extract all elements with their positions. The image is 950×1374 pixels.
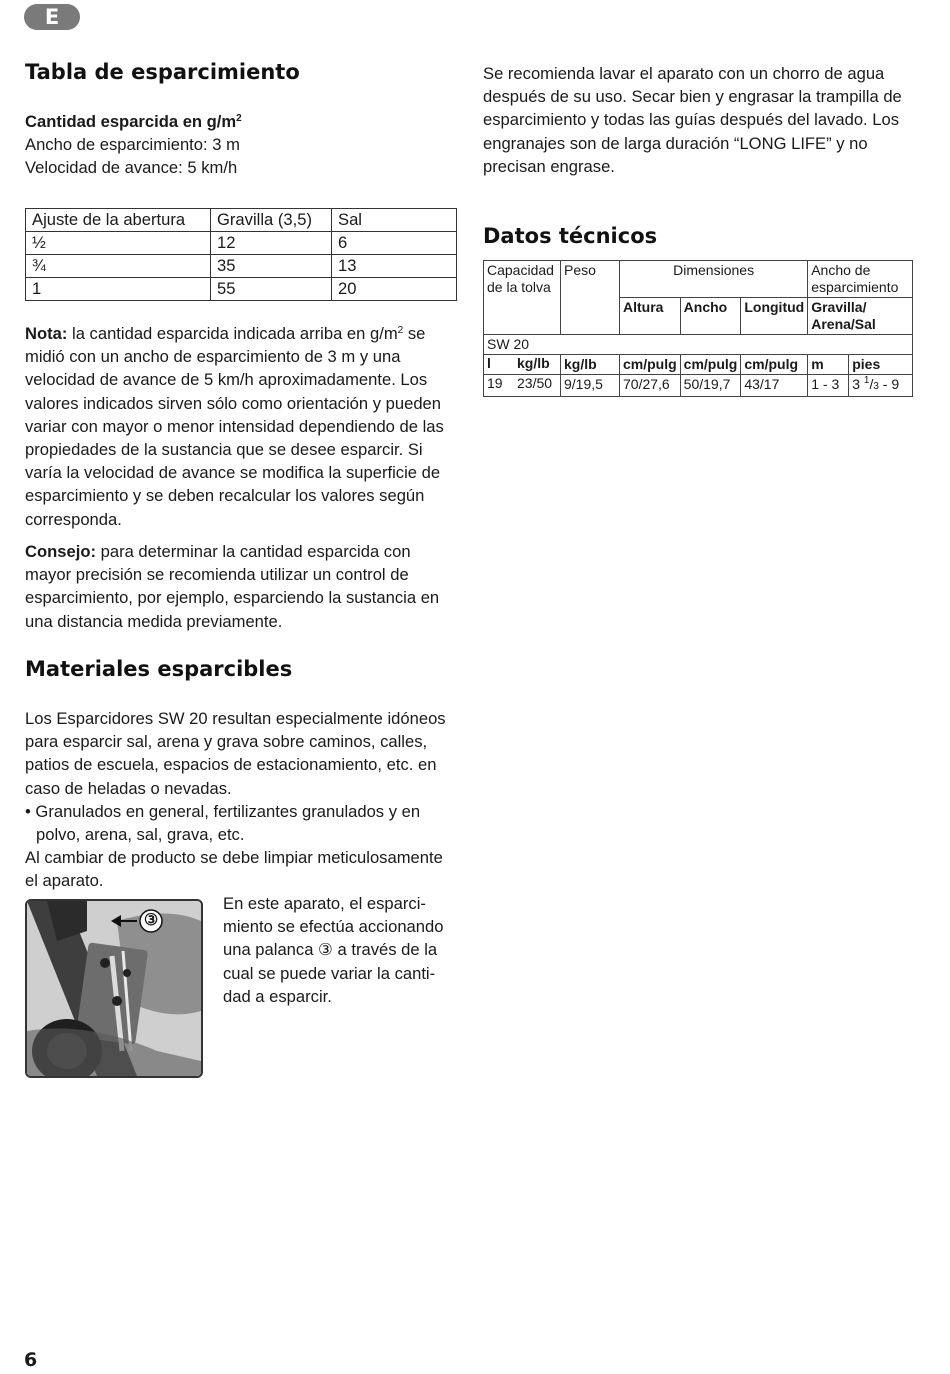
value-meters: 1 - 3 bbox=[808, 375, 849, 397]
units-m: m bbox=[808, 355, 849, 375]
header-opening: Ajuste de la abertura bbox=[26, 209, 211, 232]
cell-opening: 1 bbox=[26, 278, 211, 301]
spread-width-line: Ancho de esparcimiento: 3 m bbox=[25, 135, 240, 155]
header-width: Ancho bbox=[680, 298, 741, 335]
materials-cleaning: Al cambiar de producto se debe limpiar meticulosamente el aparato. bbox=[25, 848, 443, 891]
materials-intro: Los Esparcidores SW 20 resultan especialmente idóneos para esparcir sal, arena y grava sobre caminos, calles, patios de escuela, espacios de estacionamiento, etc. en caso de heladas o nevadas. bbox=[25, 709, 446, 798]
units-weight: kg/lb bbox=[561, 355, 620, 375]
tech-data-title: Datos técnicos bbox=[483, 224, 658, 248]
lever-illustration bbox=[27, 901, 201, 1076]
tech-model-row bbox=[484, 335, 913, 355]
callout-number: ③ bbox=[143, 912, 159, 929]
spread-table-header-row bbox=[26, 209, 457, 232]
tip-paragraph: Consejo: para determinar la cantidad esparcida con mayor precisión se recomienda utilizar un control de esparcimiento, por ejemplo, esparciendo la sustancia en una distancia medida previamente. bbox=[25, 542, 440, 631]
table-row bbox=[26, 232, 457, 255]
tech-header-row bbox=[484, 261, 913, 298]
note-label: Nota: bbox=[25, 324, 68, 343]
header-dimensions: Dimensiones bbox=[620, 261, 808, 298]
model-name: SW 20 bbox=[484, 335, 913, 355]
note-paragraph: Nota: la cantidad esparcida indicada arriba en $g/m^2$ se midió con un ancho de esparcimiento de 3 m y una velocidad de avance de 5 km/h aproximadamente. Los valores indicados sirven sólo como orientación y pueden variar con mayor o menor intensidad dependiendo de las propiedades de la sustancia que se desee esparcir. Si varía la velocidad de avance se modifica la superficie de esparcimiento y se deben recalcular los valores según corresponda. bbox=[25, 324, 444, 529]
cell-opening: ½ bbox=[26, 232, 211, 255]
materials-title: Materiales esparcibles bbox=[25, 657, 293, 681]
units-capacity: l kg/lb bbox=[484, 355, 561, 375]
materials-bullet: • Granulados en general, fertilizantes granulados y en polvo, arena, sal, grava, etc. bbox=[25, 801, 421, 845]
spread-conditions bbox=[25, 110, 465, 180]
spread-table-title: Tabla de esparcimiento bbox=[25, 60, 300, 84]
table-row bbox=[484, 375, 913, 397]
table-row bbox=[26, 278, 457, 301]
units-width: cm/pulg bbox=[680, 355, 741, 375]
speed-line: Velocidad de avance: 5 km/h bbox=[25, 158, 238, 178]
header-weight: Peso bbox=[561, 261, 620, 335]
value-width: 50/19,7 bbox=[680, 375, 741, 397]
header-height: Altura bbox=[620, 298, 681, 335]
cell-salt: 20 bbox=[332, 278, 457, 301]
units-height: cm/pulg bbox=[620, 355, 681, 375]
units-length: cm/pulg bbox=[741, 355, 808, 375]
figure-caption: En este aparato, el esparci-miento se efectúa accionando una palanca ③ a través de la cual se puede variar la canti-dad a esparcir. bbox=[223, 894, 444, 1006]
value-length: 43/17 bbox=[741, 375, 808, 397]
header-length: Longitud bbox=[741, 298, 808, 335]
materials-text bbox=[25, 707, 457, 893]
units-feet: pies bbox=[849, 355, 913, 375]
table-row bbox=[26, 255, 457, 278]
value-capacity: 19 23/50 bbox=[484, 375, 561, 397]
header-salt: Sal bbox=[332, 209, 457, 232]
cell-gravel: 35 bbox=[211, 255, 332, 278]
quantity-heading: Cantidad esparcida en $g/m^2$ bbox=[25, 112, 242, 131]
header-spread-width: Ancho de esparcimiento bbox=[808, 261, 913, 298]
lever-photo bbox=[25, 899, 203, 1078]
cell-gravel: 55 bbox=[211, 278, 332, 301]
language-badge: E bbox=[24, 4, 80, 30]
header-gravel: Gravilla (3,5) bbox=[211, 209, 332, 232]
tech-units-row bbox=[484, 355, 913, 375]
tip-label: Consejo: bbox=[25, 542, 96, 561]
page-number: 6 bbox=[24, 1349, 38, 1371]
cell-gravel: 12 bbox=[211, 232, 332, 255]
value-feet: 3 $^1$/3 - 9 bbox=[849, 375, 913, 397]
spread-table bbox=[25, 208, 457, 301]
cell-salt: 13 bbox=[332, 255, 457, 278]
cell-salt: 6 bbox=[332, 232, 457, 255]
tech-data-table bbox=[483, 260, 913, 397]
washing-paragraph: Se recomienda lavar el aparato con un chorro de agua después de su uso. Secar bien y engrasar la trampilla de esparcimiento y todas las guías después del lavado. Los engranajes son de larga duración “LONG LIFE” y no precisan engrase. bbox=[483, 64, 902, 176]
header-capacity: Capacidad de la tolva bbox=[484, 261, 561, 335]
cell-opening: ¾ bbox=[26, 255, 211, 278]
value-weight: 9/19,5 bbox=[561, 375, 620, 397]
header-gravel-sand-salt: Gravilla/ Arena/Sal bbox=[808, 298, 913, 335]
value-height: 70/27,6 bbox=[620, 375, 681, 397]
